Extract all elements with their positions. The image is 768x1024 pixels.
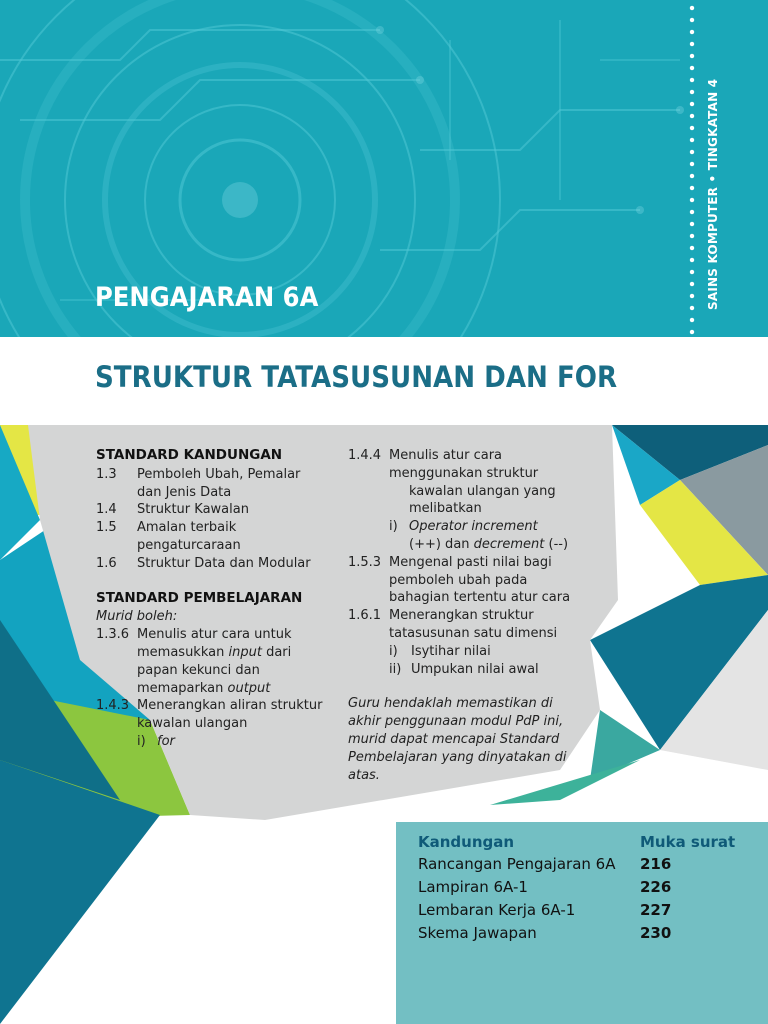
left-column [96, 447, 326, 751]
sub-item [96, 733, 326, 751]
item-number: 1.4.3 [96, 698, 130, 714]
sub-item-number: i) [389, 519, 398, 535]
intro-text: Murid boleh: [96, 609, 178, 625]
item-text: Menerangkan struktur tatasusunan satu dimensi [389, 608, 558, 641]
item-number: 1.3 [96, 466, 117, 482]
item-text: Amalan terbaik pengaturcaraan [137, 520, 241, 553]
item-text: Menulis atur cara menggunakan struktur kawalan ulangan yang melibatkan [389, 448, 556, 517]
contents-column-header: Kandungan [418, 833, 515, 851]
sub-item-number: i) [137, 733, 146, 749]
list-item [96, 466, 326, 502]
sub-item [348, 643, 588, 661]
sub-item-text: Operator increment (++) dan decrement (--) [409, 519, 569, 552]
sub-item-text: Isytihar nilai [411, 643, 491, 659]
sub-item [348, 518, 588, 554]
contents-entry: Lembaran Kerja 6A-1 [418, 901, 576, 919]
sub-item-text: for [157, 733, 175, 749]
item-number: 1.6.1 [348, 608, 382, 624]
list-item [348, 447, 588, 518]
contents-page-number: 226 [640, 878, 672, 896]
item-number: 1.4.4 [348, 448, 382, 463]
list-item [348, 554, 588, 607]
item-text: Mengenal pasti nilai bagi pemboleh ubah pada bahagian tertentu atur cara [389, 554, 571, 606]
item-number: 1.5 [96, 520, 117, 536]
contents-table [396, 822, 768, 1024]
item-number: 1.4 [96, 502, 117, 518]
contents-page-number: 230 [640, 924, 672, 942]
item-text: Menulis atur cara untuk memasukkan input dari papan kekunci dan memaparkan output [137, 627, 292, 696]
contents-entry: Skema Jawapan [418, 924, 537, 942]
lesson-label: PENGAJARAN 6A [95, 282, 319, 313]
item-number: 1.6 [96, 555, 117, 571]
standard-pembelajaran-heading: STANDARD PEMBELAJARAN [96, 589, 303, 606]
item-text: Struktur Data dan Modular [137, 555, 311, 571]
right-column [348, 447, 588, 784]
list-item [96, 501, 326, 519]
contents-entry: Rancangan Pengajaran 6A [418, 855, 616, 873]
item-text: Struktur Kawalan [137, 502, 249, 518]
standard-kandungan-heading: STANDARD KANDUNGAN [96, 447, 283, 463]
contents-page-number: 227 [640, 901, 672, 919]
list-item [96, 626, 326, 697]
book-series-title: SAINS KOMPUTER • TINGKATAN 4 [706, 78, 720, 310]
contents-entry: Lampiran 6A-1 [418, 878, 528, 896]
sub-item-number: ii) [389, 661, 402, 677]
page-column-header: Muka surat [640, 833, 736, 851]
item-text: Pemboleh Ubah, Pemalar dan Jenis Data [137, 466, 301, 500]
item-number: 1.5.3 [348, 554, 382, 570]
teacher-note: Guru hendaklah memastikan di akhir penggunaan modul PdP ini, murid dapat mencapai Standard Pembelajaran yang dinyatakan di atas. [348, 696, 567, 783]
sub-item-text: Umpukan nilai awal [411, 661, 539, 677]
list-item [348, 607, 588, 643]
page-title: STRUKTUR TATASUSUNAN DAN FOR [95, 360, 618, 394]
item-number: 1.3.6 [96, 627, 130, 643]
sub-item [348, 661, 588, 679]
list-item [96, 555, 326, 573]
sub-item-number: i) [389, 643, 398, 659]
item-text: Menerangkan aliran struktur kawalan ulangan [137, 698, 323, 732]
list-item [96, 519, 326, 555]
contents-page-number: 216 [640, 855, 672, 873]
list-item [96, 697, 326, 733]
